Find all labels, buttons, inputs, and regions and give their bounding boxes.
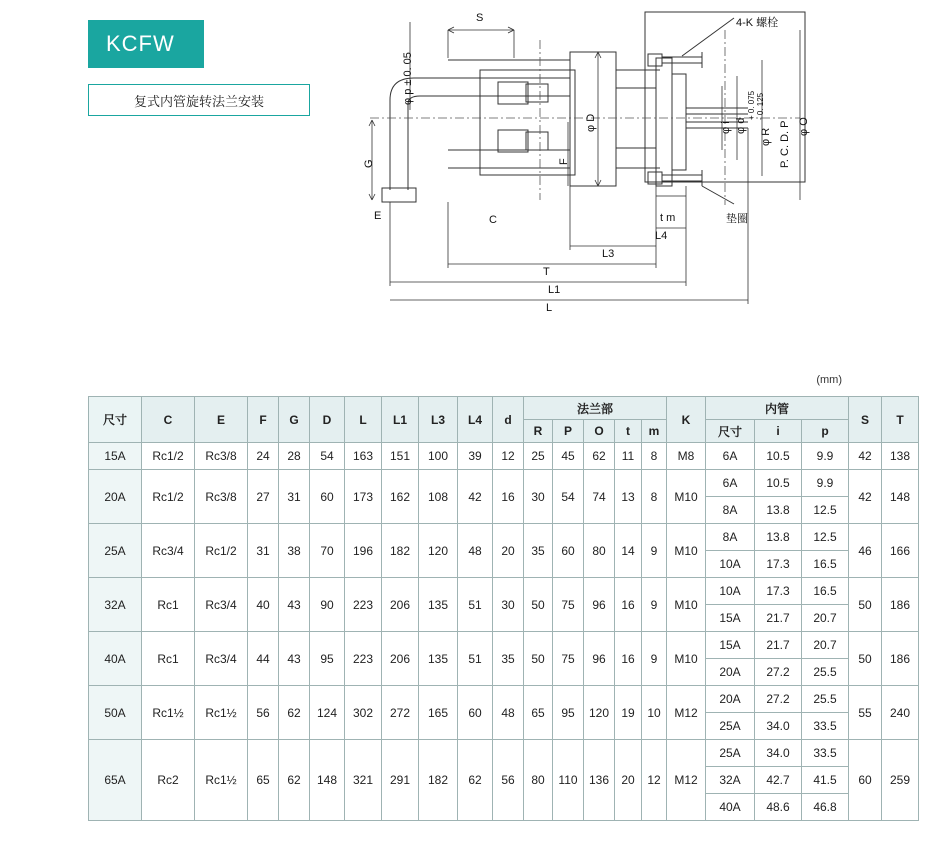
cell-o: 120 (584, 686, 615, 740)
cell-inner-size: 40A (706, 794, 755, 821)
cell-p: 95 (553, 686, 584, 740)
callout-4k-bolt: 4-K 螺栓 (736, 17, 779, 29)
product-badge: KCFW (88, 20, 204, 68)
cell-inner-size: 15A (706, 632, 755, 659)
cell-d: 90 (310, 578, 345, 632)
table-header-row-1 (89, 397, 919, 420)
dim-label-phi-p: φ p ± 0. 05 (402, 52, 414, 105)
cell-e: Rc1½ (195, 740, 248, 821)
cell-p: 75 (553, 578, 584, 632)
col-c: C (142, 397, 195, 443)
dim-label-l4: L4 (655, 230, 668, 242)
cell-c: Rc3/4 (142, 524, 195, 578)
dim-label-t-m: t m (660, 212, 676, 224)
cell-d: 12 (493, 443, 524, 470)
cell-f: 31 (248, 524, 279, 578)
group-flange: 法兰部 (524, 397, 667, 420)
cell-d: 56 (493, 740, 524, 821)
cell-inner-p: 33.5 (802, 713, 849, 740)
cell-inner-size: 15A (706, 605, 755, 632)
cell-inner-p: 33.5 (802, 740, 849, 767)
cell-inner-i: 21.7 (755, 605, 802, 632)
cell-inner-p: 12.5 (802, 524, 849, 551)
col-p-inner: p (802, 420, 849, 443)
cell-t: 138 (882, 443, 919, 470)
cell-l4: 62 (458, 740, 493, 821)
cell-l3: 108 (419, 470, 458, 524)
cell-l1: 291 (382, 740, 419, 821)
cell-m: 10 (642, 686, 667, 740)
cell-l1: 272 (382, 686, 419, 740)
cell-inner-i: 27.2 (755, 686, 802, 713)
tolerance-minus: - 0. 125 (756, 92, 765, 120)
table-row (89, 470, 919, 497)
cell-l3: 100 (419, 443, 458, 470)
cell-l4: 60 (458, 686, 493, 740)
cell-l1: 162 (382, 470, 419, 524)
cell-t: 13 (615, 470, 642, 524)
dim-label-phi-i: φ i (720, 121, 732, 134)
dim-label-f: F (558, 158, 570, 165)
cell-inner-i: 10.5 (755, 470, 802, 497)
cell-l3: 135 (419, 632, 458, 686)
product-subtitle: 复式内管旋转法兰安装 (88, 84, 310, 116)
cell-size: 65A (89, 740, 142, 821)
cell-inner-size: 8A (706, 497, 755, 524)
cell-d: 54 (310, 443, 345, 470)
cell-s: 60 (849, 740, 882, 821)
dim-label-c: C (489, 214, 497, 226)
cell-r: 30 (524, 470, 553, 524)
cell-c: Rc1 (142, 632, 195, 686)
cell-l1: 206 (382, 578, 419, 632)
cell-inner-p: 12.5 (802, 497, 849, 524)
col-l1: L1 (382, 397, 419, 443)
cell-l: 223 (345, 578, 382, 632)
col-t-thick: t (615, 420, 642, 443)
cell-m: 9 (642, 632, 667, 686)
cell-inner-size: 20A (706, 686, 755, 713)
cell-t: 259 (882, 740, 919, 821)
cell-s: 55 (849, 686, 882, 740)
cell-size: 20A (89, 470, 142, 524)
dim-label-phi-r: φ R (760, 127, 772, 146)
cell-l: 163 (345, 443, 382, 470)
dim-label-e: E (374, 210, 382, 222)
cell-p: 60 (553, 524, 584, 578)
col-t: T (882, 397, 919, 443)
cell-inner-p: 9.9 (802, 470, 849, 497)
cell-r: 50 (524, 632, 553, 686)
cell-e: Rc1/2 (195, 524, 248, 578)
cell-p: 75 (553, 632, 584, 686)
cell-r: 50 (524, 578, 553, 632)
cell-o: 96 (584, 632, 615, 686)
cell-d: 95 (310, 632, 345, 686)
cell-o: 62 (584, 443, 615, 470)
cell-t: 240 (882, 686, 919, 740)
cell-inner-i: 21.7 (755, 632, 802, 659)
cell-p: 45 (553, 443, 584, 470)
cell-size: 25A (89, 524, 142, 578)
cell-m: 9 (642, 524, 667, 578)
cell-inner-size: 6A (706, 470, 755, 497)
cell-c: Rc2 (142, 740, 195, 821)
col-o: O (584, 420, 615, 443)
col-g: G (279, 397, 310, 443)
cell-inner-size: 10A (706, 578, 755, 605)
cell-f: 44 (248, 632, 279, 686)
cell-g: 31 (279, 470, 310, 524)
cell-p: 54 (553, 470, 584, 524)
cell-s: 50 (849, 578, 882, 632)
cell-inner-i: 48.6 (755, 794, 802, 821)
group-inner: 内管 (706, 397, 849, 420)
cell-k: M10 (667, 524, 706, 578)
cell-l3: 165 (419, 686, 458, 740)
cell-o: 74 (584, 470, 615, 524)
cell-inner-i: 13.8 (755, 497, 802, 524)
cell-inner-p: 20.7 (802, 605, 849, 632)
cell-l: 223 (345, 632, 382, 686)
cell-d: 48 (493, 686, 524, 740)
dim-label-pcd: P. C. D. P (779, 120, 791, 168)
table-row (89, 740, 919, 767)
cell-e: Rc3/4 (195, 632, 248, 686)
col-i: i (755, 420, 802, 443)
col-k: K (667, 397, 706, 443)
cell-t: 16 (615, 632, 642, 686)
cell-inner-i: 27.2 (755, 659, 802, 686)
cell-t: 14 (615, 524, 642, 578)
cell-inner-p: 41.5 (802, 767, 849, 794)
cell-g: 62 (279, 686, 310, 740)
dim-label-phi-o: φ O (798, 117, 810, 136)
cell-l4: 51 (458, 632, 493, 686)
cell-inner-i: 42.7 (755, 767, 802, 794)
cell-m: 8 (642, 443, 667, 470)
col-l: L (345, 397, 382, 443)
cell-l3: 135 (419, 578, 458, 632)
table-row (89, 686, 919, 713)
cell-l4: 51 (458, 578, 493, 632)
cell-g: 43 (279, 632, 310, 686)
cell-r: 80 (524, 740, 553, 821)
cell-k: M10 (667, 470, 706, 524)
cell-k: M8 (667, 443, 706, 470)
cell-inner-size: 25A (706, 740, 755, 767)
technical-drawing (330, 0, 930, 345)
cell-size: 32A (89, 578, 142, 632)
cell-e: Rc3/4 (195, 578, 248, 632)
col-d-small: d (493, 397, 524, 443)
cell-inner-size: 20A (706, 659, 755, 686)
cell-l: 173 (345, 470, 382, 524)
cell-inner-i: 17.3 (755, 551, 802, 578)
cell-l4: 48 (458, 524, 493, 578)
col-s: S (849, 397, 882, 443)
table-row (89, 524, 919, 551)
cell-o: 136 (584, 740, 615, 821)
cell-e: Rc3/8 (195, 470, 248, 524)
cell-g: 62 (279, 740, 310, 821)
cell-d: 70 (310, 524, 345, 578)
cell-t: 19 (615, 686, 642, 740)
cell-d: 60 (310, 470, 345, 524)
table-body (89, 443, 919, 821)
dim-label-phi-d-small: φ d (735, 117, 747, 134)
dim-label-phi-d: φ D (585, 113, 597, 132)
cell-d: 20 (493, 524, 524, 578)
cell-g: 28 (279, 443, 310, 470)
cell-t: 16 (615, 578, 642, 632)
cell-d: 30 (493, 578, 524, 632)
dim-label-l3: L3 (602, 248, 615, 260)
dim-label-s: S (476, 12, 484, 24)
cell-l: 302 (345, 686, 382, 740)
cell-l4: 42 (458, 470, 493, 524)
table-row (89, 632, 919, 659)
callout-washer: 垫圈 (726, 213, 748, 225)
cell-inner-i: 34.0 (755, 713, 802, 740)
cell-m: 12 (642, 740, 667, 821)
cell-inner-i: 13.8 (755, 524, 802, 551)
col-l3: L3 (419, 397, 458, 443)
cell-o: 80 (584, 524, 615, 578)
cell-l3: 182 (419, 740, 458, 821)
cell-inner-p: 16.5 (802, 578, 849, 605)
cell-e: Rc3/8 (195, 443, 248, 470)
cell-c: Rc1 (142, 578, 195, 632)
cell-r: 25 (524, 443, 553, 470)
cell-l1: 206 (382, 632, 419, 686)
cell-inner-size: 25A (706, 713, 755, 740)
col-e: E (195, 397, 248, 443)
col-l4: L4 (458, 397, 493, 443)
cell-inner-size: 6A (706, 443, 755, 470)
cell-inner-p: 46.8 (802, 794, 849, 821)
dim-label-g: G (363, 159, 375, 168)
cell-l: 321 (345, 740, 382, 821)
dim-label-l1: L1 (548, 284, 561, 296)
cell-f: 65 (248, 740, 279, 821)
cell-t: 186 (882, 632, 919, 686)
cell-k: M12 (667, 740, 706, 821)
table-row (89, 578, 919, 605)
cell-m: 9 (642, 578, 667, 632)
cell-l1: 151 (382, 443, 419, 470)
cell-s: 42 (849, 443, 882, 470)
cell-inner-size: 8A (706, 524, 755, 551)
cell-d: 148 (310, 740, 345, 821)
cell-s: 50 (849, 632, 882, 686)
col-m: m (642, 420, 667, 443)
cell-d: 16 (493, 470, 524, 524)
cell-f: 40 (248, 578, 279, 632)
cell-inner-p: 25.5 (802, 686, 849, 713)
cell-l1: 182 (382, 524, 419, 578)
dim-label-l: L (546, 302, 553, 314)
cell-c: Rc1/2 (142, 470, 195, 524)
cell-l3: 120 (419, 524, 458, 578)
cell-l: 196 (345, 524, 382, 578)
cell-k: M12 (667, 686, 706, 740)
cell-d: 35 (493, 632, 524, 686)
col-d: D (310, 397, 345, 443)
cell-m: 8 (642, 470, 667, 524)
cell-f: 27 (248, 470, 279, 524)
cell-k: M10 (667, 632, 706, 686)
cell-p: 110 (553, 740, 584, 821)
cell-inner-i: 10.5 (755, 443, 802, 470)
col-inner-size: 尺寸 (706, 420, 755, 443)
cell-r: 65 (524, 686, 553, 740)
cell-f: 56 (248, 686, 279, 740)
unit-label: (mm) (816, 374, 842, 386)
cell-inner-p: 25.5 (802, 659, 849, 686)
cell-e: Rc1½ (195, 686, 248, 740)
cell-size: 40A (89, 632, 142, 686)
col-f: F (248, 397, 279, 443)
cell-inner-i: 17.3 (755, 578, 802, 605)
cell-l4: 39 (458, 443, 493, 470)
cell-t: 166 (882, 524, 919, 578)
cell-t: 186 (882, 578, 919, 632)
cell-o: 96 (584, 578, 615, 632)
cell-g: 38 (279, 524, 310, 578)
tolerance-plus: + 0. 075 (747, 90, 756, 120)
cell-t: 148 (882, 470, 919, 524)
col-r: R (524, 420, 553, 443)
cell-inner-p: 20.7 (802, 632, 849, 659)
cell-size: 15A (89, 443, 142, 470)
drawing-svg (330, 0, 930, 345)
cell-k: M10 (667, 578, 706, 632)
cell-inner-p: 16.5 (802, 551, 849, 578)
cell-g: 43 (279, 578, 310, 632)
table-row (89, 443, 919, 470)
col-size: 尺寸 (89, 397, 142, 443)
cell-inner-size: 10A (706, 551, 755, 578)
cell-d: 124 (310, 686, 345, 740)
spec-table (88, 396, 919, 821)
cell-s: 42 (849, 470, 882, 524)
cell-inner-size: 32A (706, 767, 755, 794)
cell-f: 24 (248, 443, 279, 470)
cell-t: 11 (615, 443, 642, 470)
cell-inner-p: 9.9 (802, 443, 849, 470)
cell-s: 46 (849, 524, 882, 578)
col-p: P (553, 420, 584, 443)
cell-r: 35 (524, 524, 553, 578)
cell-t: 20 (615, 740, 642, 821)
cell-size: 50A (89, 686, 142, 740)
cell-c: Rc1/2 (142, 443, 195, 470)
cell-c: Rc1½ (142, 686, 195, 740)
dim-label-t: T (543, 266, 550, 278)
cell-inner-i: 34.0 (755, 740, 802, 767)
